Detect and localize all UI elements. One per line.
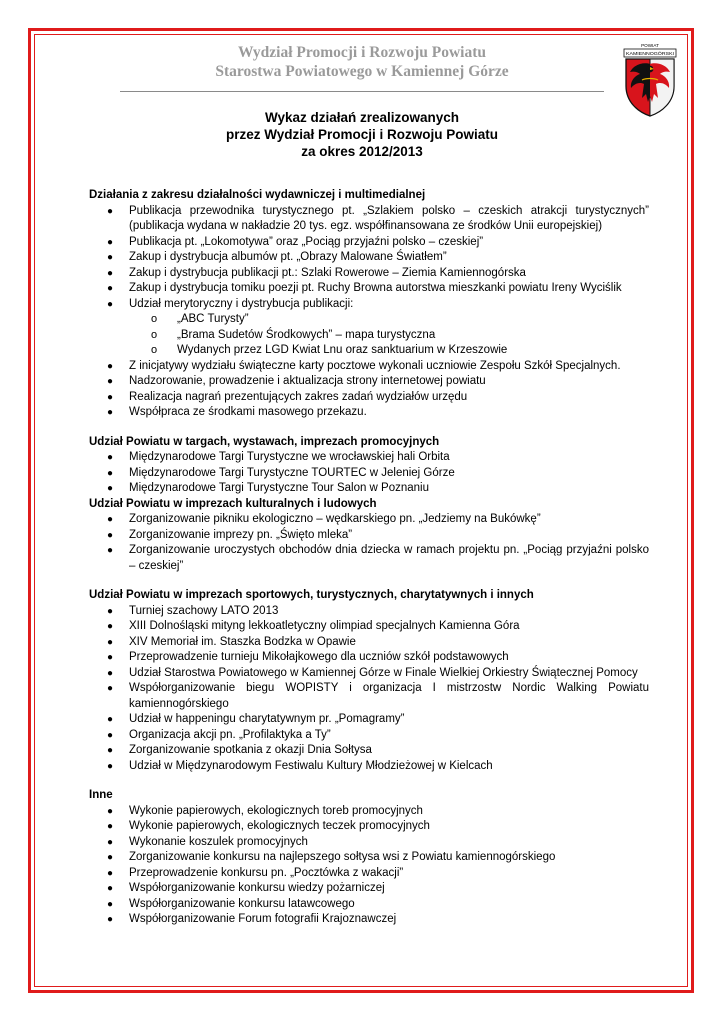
bullet-icon: ● <box>106 852 114 863</box>
bullet-icon: ● <box>106 267 114 279</box>
bullet-icon: ● <box>106 360 114 372</box>
list-item: ● Z inicjatywy wydziału świąteczne karty pocztowe wykonali uczniowie Zespołu Szkół Specjalnych. <box>89 359 649 375</box>
bullet-icon: ● <box>106 836 114 848</box>
sub-list-item: o „Brama Sudetów Środkowych” – mapa turystyczna <box>89 328 649 344</box>
list-item: ● Przeprowadzenie konkursu pn. „Pocztówka z wakacji” <box>89 866 649 882</box>
bullet-icon: ● <box>106 914 114 925</box>
bullet-icon: ● <box>106 205 114 217</box>
list-item: ● Współorganizowanie biegu WOPISTY i organizacja I mistrzostw Nordic Walking Powiatu kamiennogórskiego <box>106 682 649 710</box>
bullet-icon: ● <box>106 452 114 463</box>
title-line-1: Wykaz działań zrealizowanych <box>264 110 460 125</box>
list-item: ● Zakup i dystrybucja publikacji pt.: Szlaki Rowerowe – Ziemia Kamiennogórska <box>89 266 649 282</box>
list-item: ● Zakup i dystrybucja albumów pt. „Obrazy Malowane Światłem” <box>89 250 649 266</box>
list-item: ● Współorganizowanie konkursu wiedzy pożarniczej <box>89 881 649 897</box>
bullet-icon: ● <box>106 621 114 632</box>
bullet-icon: ● <box>106 805 114 817</box>
bullet-icon: ● <box>106 821 114 832</box>
section-heading-publishing: Działania z zakresu działalności wydawniczej i multimedialnej <box>89 189 426 201</box>
list-item: ● Turniej szachowy LATO 2013 <box>89 604 649 620</box>
bullet-icon: ● <box>106 652 114 663</box>
crest-label-top: POWIAT <box>641 43 659 48</box>
bullet-icon: ● <box>106 605 114 617</box>
bullet-icon: ● <box>106 714 114 725</box>
list-item: ● Udział w Międzynarodowym Festiwalu Kultury Młodzieżowej w Kielcach <box>89 759 649 775</box>
list-item: ● Udział w happeningu charytatywnym pr. „Pomagramy” <box>89 712 649 728</box>
section-heading-other: Inne <box>89 789 113 801</box>
bullet-icon: ● <box>106 883 114 894</box>
list-item: ● XIV Memoriał im. Staszka Bodzka w Opawie <box>89 635 649 651</box>
list-item: ● Współorganizowanie Forum fotografii Krajoznawczej <box>89 912 649 928</box>
sub-list-item: o „ABC Turysty” <box>89 312 649 328</box>
bullet-icon: ● <box>106 745 114 756</box>
title-line-3: za okres 2012/2013 <box>301 144 423 159</box>
list-item: ● Publikacja przewodnika turystycznego pt. „Szlakiem polsko – czeskich atrakcji turystycznych” (publikacja wydana w nakładzie 20 tys. egz. współfinansowana ze środków Unii europejskiej) <box>106 204 649 232</box>
letterhead-line-1: Wydział Promocji i Rozwoju Powiatu <box>238 44 486 61</box>
letterhead-divider <box>120 91 604 92</box>
bullet-icon: ● <box>106 514 114 525</box>
bullet-icon: ● <box>106 867 114 879</box>
list-item: ● Międzynarodowe Targi Turystyczne TOURTEC w Jeleniej Górze <box>89 466 649 482</box>
bullet-icon: ● <box>106 529 114 541</box>
bullet-icon: ● <box>106 760 114 772</box>
list-item: ● Realizacja nagrań prezentujących zakres zadań wydziałów urzędu <box>89 390 649 406</box>
bullet-icon: ● <box>106 407 114 418</box>
list-item: ● XIII Dolnośląski mityng lekkoatletyczny olimpiad specjalnych Kamienna Góra <box>89 619 649 635</box>
bullet-icon: ● <box>106 298 114 310</box>
letterhead-line-2: Starostwa Powiatowego w Kamiennej Górze <box>215 63 509 80</box>
circle-bullet-icon: o <box>151 328 158 341</box>
list-item: ● Zorganizowanie uroczystych obchodów dnia dziecka w ramach projektu pn. „Pociąg przyjaźni polsko – czeskiej” <box>106 544 649 572</box>
list-item: ● Udział merytoryczny i dystrybucja publikacji: <box>89 297 649 313</box>
sub-list-item: o Wydanych przez LGD Kwiat Lnu oraz sanktuarium w Krzeszowie <box>89 343 649 359</box>
circle-bullet-icon: o <box>151 313 158 325</box>
list-item: ● Publikacja pt. „Lokomotywa” oraz „Pociąg przyjaźni polsko – czeskiej” <box>89 235 649 251</box>
bullet-icon: ● <box>106 683 114 694</box>
bullet-icon: ● <box>106 467 114 479</box>
list-item: ● Międzynarodowe Targi Turystyczne Tour Salon w Poznaniu <box>89 481 649 497</box>
bullet-icon: ● <box>106 376 114 387</box>
document-body <box>89 188 649 928</box>
bullet-icon: ● <box>106 636 114 648</box>
list-item: ● Udział Starostwa Powiatowego w Kamiennej Górze w Finale Wielkiej Orkiestry Świątecznej Pomocy <box>89 666 649 682</box>
list-item: ● Współorganizowanie konkursu latawcowego <box>89 897 649 913</box>
list-item: ● Zorganizowanie imprezy pn. „Święto mleka” <box>89 528 649 544</box>
list-item: ● Zorganizowanie pikniku ekologiczno – wędkarskiego pn. „Jedziemy na Bukówkę” <box>89 512 649 528</box>
section-heading-cultural: Udział Powiatu w imprezach kulturalnych i ludowych <box>89 497 377 510</box>
list-item: ● Zorganizowanie spotkania z okazji Dnia Sołtysa <box>89 743 649 759</box>
bullet-icon: ● <box>106 545 114 556</box>
crest-label-name: KAMIENNOGÓRSKI <box>626 52 671 57</box>
list-item: ● Wykonie papierowych, ekologicznych teczek promocyjnych <box>89 819 649 835</box>
letterhead <box>120 43 604 81</box>
list-item: ● Przeprowadzenie turnieju Mikołajkowego dla uczniów szkół podstawowych <box>89 650 649 666</box>
circle-bullet-icon: o <box>151 344 158 356</box>
bullet-icon: ● <box>106 236 114 248</box>
list-item: ● Współpraca ze środkami masowego przekazu. <box>89 405 649 421</box>
section-heading-sports: Udział Powiatu w imprezach sportowych, turystycznych, charytatywnych i innych <box>89 589 534 601</box>
list-item: ● Wykonie papierowych, ekologicznych toreb promocyjnych <box>89 804 649 820</box>
bullet-icon: ● <box>106 252 114 263</box>
section-heading-fairs: Udział Powiatu w targach, wystawach, imprezach promocyjnych <box>89 435 440 448</box>
document-title <box>120 109 604 160</box>
bullet-icon: ● <box>106 391 114 403</box>
list-item: ● Międzynarodowe Targi Turystyczne we wrocławskiej hali Orbita <box>89 450 649 466</box>
list-item: ● Zakup i dystrybucja tomiku poezji pt. Ruchy Browna autorstwa mieszkanki powiatu Ireny Wyciślik <box>89 281 649 297</box>
list-item: ● Organizacja akcji pn. „Profilaktyka a Ty” <box>89 728 649 744</box>
list-item: ● Zorganizowanie konkursu na najlepszego sołtysa wsi z Powiatu kamiennogórskiego <box>89 850 649 866</box>
list-item: ● Wykonanie koszulek promocyjnych <box>89 835 649 851</box>
bullet-icon: ● <box>106 898 114 910</box>
list-item: ● Nadzorowanie, prowadzenie i aktualizacja strony internetowej powiatu <box>89 374 649 390</box>
bullet-icon: ● <box>106 483 114 494</box>
county-crest-icon <box>620 42 680 118</box>
bullet-icon: ● <box>106 667 114 679</box>
bullet-icon: ● <box>106 729 114 741</box>
bullet-icon: ● <box>106 283 114 294</box>
title-line-2: przez Wydział Promocji i Rozwoju Powiatu <box>225 127 499 142</box>
